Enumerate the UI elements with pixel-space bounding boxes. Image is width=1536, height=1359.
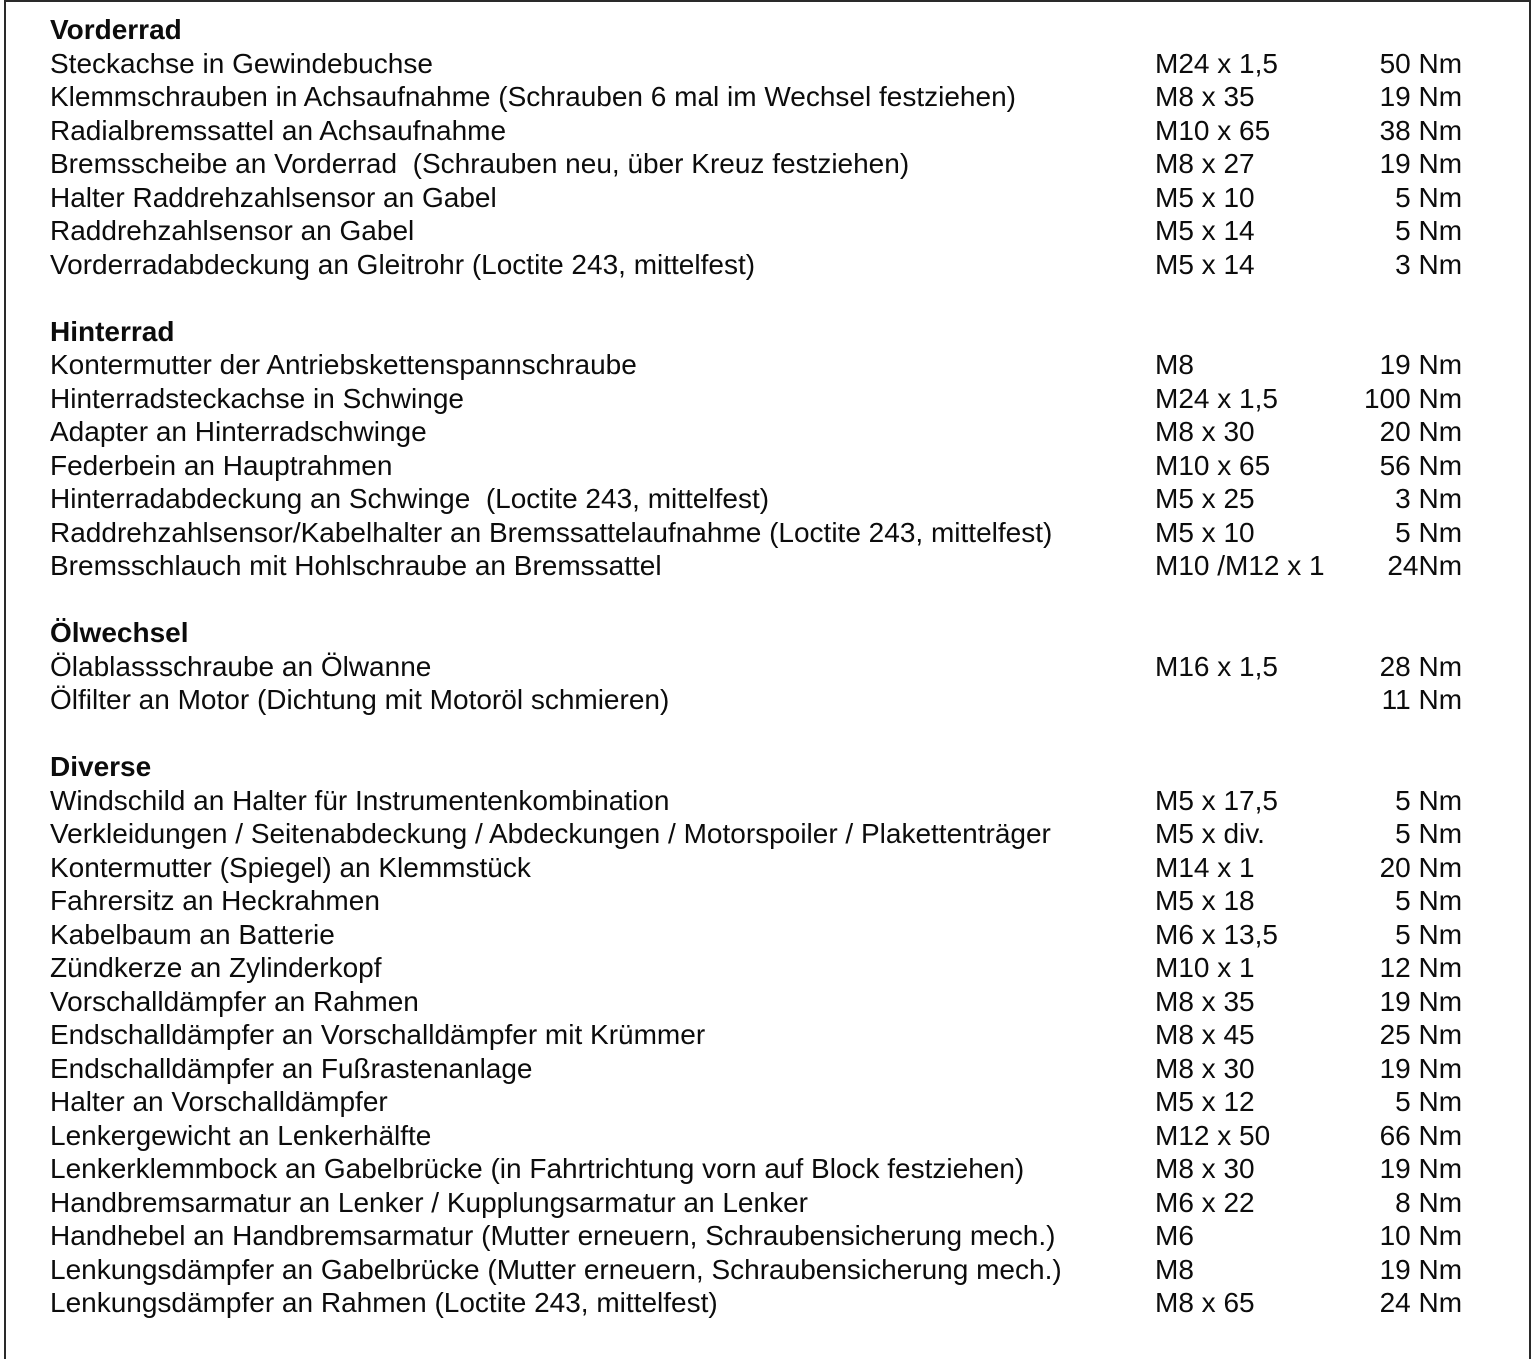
spec-item-cell: Raddrehzahlsensor an Gabel [50,215,415,246]
spec-torque-cell: 28 Nm [1379,650,1463,682]
spec-row [50,1253,1462,1287]
spec-item-cell: Klemmschrauben in Achsaufnahme (Schrauben 6 mal im Wechsel festziehen) [50,81,1016,112]
spec-thread-cell: M12 x 50 [1155,1119,1271,1151]
spec-row [50,449,1462,483]
section-gap-cell [50,583,1462,617]
spec-torque-cell: 66 Nm [1379,1119,1463,1151]
section-title: Vorderrad [50,14,182,45]
spec-item-cell: Handhebel an Handbremsarmatur (Mutter erneuern, Schraubensicherung mech.) [50,1220,1056,1251]
spec-row [50,985,1462,1019]
spec-row [50,683,1462,717]
spec-row [50,918,1462,952]
spec-thread-cell: M5 x div. [1155,818,1265,849]
spec-thread-cell: M8 x 65 [1155,1287,1255,1318]
spec-thread-cell: M8 x 45 [1155,1019,1255,1050]
spec-thread-cell: M14 x 1 [1155,851,1255,883]
section-gap [50,281,1462,315]
spec-item-cell: Halter an Vorschalldämpfer [50,1086,388,1117]
spec-item-cell: Ölfilter an Motor (Dichtung mit Motoröl schmieren) [50,684,670,715]
spec-torque-cell: 11 Nm [1381,684,1463,715]
spec-row [50,784,1462,818]
spec-thread-cell: M10 x 65 [1155,449,1271,481]
spec-torque-cell: 19 Nm [1379,1253,1463,1285]
spec-torque-cell: 5 Nm [1395,181,1463,213]
spec-torque-cell: 19 Nm [1379,148,1463,179]
spec-row [50,1052,1462,1086]
spec-thread-cell: M5 x 18 [1155,885,1255,916]
spec-row [50,884,1462,918]
spec-torque-cell: 3 Nm [1395,483,1463,514]
spec-thread-cell: M5 x 10 [1155,516,1255,548]
spec-thread-cell: M5 x 25 [1155,483,1255,514]
spec-torque-cell: 50 Nm [1379,47,1463,79]
spec-row [50,248,1462,282]
spec-row [50,1186,1462,1220]
spec-thread-cell: M5 x 14 [1155,215,1255,246]
spec-row [50,1085,1462,1119]
spec-thread-cell: M24 x 1,5 [1155,47,1278,79]
spec-row [50,348,1462,382]
spec-torque-cell: 10 Nm [1379,1220,1463,1251]
spec-row [50,1119,1462,1153]
spec-thread-cell: M10 x 65 [1155,114,1271,146]
spec-item-cell: Hinterradabdeckung an Schwinge (Loctite 243, mittelfest) [50,483,770,514]
spec-thread-cell: M10 x 1 [1155,952,1255,983]
page-frame [4,0,1531,1359]
spec-torque-cell: 3 Nm [1395,248,1463,280]
spec-item-cell: Lenkerklemmbock an Gabelbrücke (in Fahrtrichtung vorn auf Block festziehen) [50,1153,1025,1184]
spec-torque-cell: 5 Nm [1395,516,1463,548]
spec-thread-cell: M8 x 30 [1155,1153,1255,1184]
spec-row [50,851,1462,885]
spec-thread-cell: M8 [1155,1253,1194,1285]
spec-torque-cell: 5 Nm [1395,918,1463,950]
section-gap [50,583,1462,617]
spec-item-cell: Steckachse in Gewindebuchse [50,47,433,79]
spec-item-cell: Raddrehzahlsensor/Kabelhalter an Bremssattelaufnahme (Loctite 243, mittelfest) [50,516,1053,548]
document-content [6,2,1529,1320]
spec-item-cell: Ölablassschraube an Ölwanne [50,650,432,682]
spec-item-cell: Endschalldämpfer an Vorschalldämpfer mit Krümmer [50,1019,706,1050]
torque-table-body [50,13,1462,1320]
spec-row [50,47,1462,81]
spec-item-cell: Hinterradsteckachse in Schwinge [50,382,464,414]
spec-thread-cell: M8 x 35 [1155,81,1255,112]
spec-thread-cell: M5 x 14 [1155,248,1255,280]
section-title: Hinterrad [50,315,175,347]
spec-row [50,549,1462,583]
spec-row [50,1152,1462,1186]
spec-row [50,1018,1462,1052]
torque-spec-table [50,13,1462,1320]
spec-row [50,650,1462,684]
spec-torque-cell: 12 Nm [1379,952,1463,983]
spec-row [50,951,1462,985]
spec-torque-cell: 25 Nm [1379,1019,1463,1050]
spec-thread-cell: M16 x 1,5 [1155,650,1278,682]
spec-torque-cell: 20 Nm [1379,851,1463,883]
spec-item-cell: Radialbremssattel an Achsaufnahme [50,114,507,146]
spec-torque-cell: 5 Nm [1395,818,1463,849]
spec-torque-cell: 56 Nm [1379,449,1463,481]
spec-thread-cell [1155,683,1350,717]
spec-row [50,482,1462,516]
spec-torque-cell: 19 Nm [1379,1052,1463,1084]
section-gap-cell [50,281,1462,315]
spec-row [50,214,1462,248]
section-header-row [50,315,1462,349]
section-title: Ölwechsel [50,617,189,648]
spec-thread-cell: M8 x 27 [1155,148,1255,179]
spec-torque-cell: 5 Nm [1395,1086,1463,1117]
spec-row [50,1286,1462,1320]
spec-item-cell: Halter Raddrehzahlsensor an Gabel [50,181,497,213]
section-header-row [50,750,1462,784]
spec-item-cell: Handbremsarmatur an Lenker / Kupplungsarmatur an Lenker [50,1186,808,1218]
spec-item-cell: Kontermutter der Antriebskettenspannschraube [50,349,637,380]
spec-item-cell: Windschild an Halter für Instrumentenkombination [50,784,670,816]
spec-thread-cell: M6 [1155,1220,1194,1251]
spec-row [50,516,1462,550]
spec-torque-cell: 24Nm [1387,550,1463,581]
spec-item-cell: Vorderradabdeckung an Gleitrohr (Loctite 243, mittelfest) [50,248,756,280]
spec-thread-cell: M8 x 30 [1155,1052,1255,1084]
section-gap-cell [50,717,1462,751]
spec-item-cell: Bremsscheibe an Vorderrad (Schrauben neu, über Kreuz festziehen) [50,148,910,179]
spec-item-cell: Zündkerze an Zylinderkopf [50,952,382,983]
spec-row [50,147,1462,181]
spec-item-cell: Verkleidungen / Seitenabdeckung / Abdeckungen / Motorspoiler / Plakettenträger [50,818,1051,849]
spec-item-cell: Lenkungsdämpfer an Rahmen (Loctite 243, mittelfest) [50,1287,718,1318]
spec-item-cell: Bremsschlauch mit Hohlschraube an Bremssattel [50,550,662,581]
spec-item-cell: Lenkergewicht an Lenkerhälfte [50,1119,432,1151]
spec-torque-cell: 100 Nm [1363,382,1463,414]
spec-torque-cell: 5 Nm [1395,784,1463,816]
spec-row [50,817,1462,851]
spec-row [50,1219,1462,1253]
spec-thread-cell: M10 /M12 x 1 [1155,550,1325,581]
spec-torque-cell: 19 Nm [1379,349,1463,380]
spec-thread-cell: M6 x 22 [1155,1186,1255,1218]
spec-thread-cell: M5 x 12 [1155,1086,1255,1117]
spec-item-cell: Kabelbaum an Batterie [50,918,335,950]
spec-thread-cell: M8 x 35 [1155,985,1255,1017]
spec-thread-cell: M8 x 30 [1155,416,1255,447]
spec-torque-cell: 5 Nm [1395,215,1463,246]
spec-item-cell: Lenkungsdämpfer an Gabelbrücke (Mutter erneuern, Schraubensicherung mech.) [50,1253,1062,1285]
spec-item-cell: Adapter an Hinterradschwinge [50,416,427,447]
spec-row [50,382,1462,416]
section-title: Diverse [50,751,152,782]
spec-torque-cell: 24 Nm [1379,1287,1463,1318]
spec-torque-cell: 38 Nm [1379,114,1463,146]
spec-thread-cell: M24 x 1,5 [1155,382,1278,414]
spec-row [50,415,1462,449]
spec-thread-cell: M8 [1155,349,1194,380]
section-header-row [50,616,1462,650]
spec-item-cell: Fahrersitz an Heckrahmen [50,885,380,916]
spec-row [50,114,1462,148]
spec-row [50,181,1462,215]
spec-item-cell: Endschalldämpfer an Fußrastenanlage [50,1052,533,1084]
spec-thread-cell: M5 x 10 [1155,181,1255,213]
spec-torque-cell: 20 Nm [1379,416,1463,447]
spec-thread-cell: M6 x 13,5 [1155,918,1278,950]
spec-item-cell: Federbein an Hauptrahmen [50,449,393,481]
spec-torque-cell: 19 Nm [1379,81,1463,112]
spec-thread-cell: M5 x 17,5 [1155,784,1278,816]
spec-item-cell: Kontermutter (Spiegel) an Klemmstück [50,851,531,883]
section-gap [50,717,1462,751]
spec-torque-cell: 19 Nm [1379,1153,1463,1184]
spec-item-cell: Vorschalldämpfer an Rahmen [50,985,419,1017]
section-header-row [50,13,1462,47]
spec-torque-cell: 5 Nm [1395,885,1463,916]
spec-torque-cell: 8 Nm [1395,1186,1463,1218]
spec-torque-cell: 19 Nm [1379,985,1463,1017]
spec-row [50,80,1462,114]
